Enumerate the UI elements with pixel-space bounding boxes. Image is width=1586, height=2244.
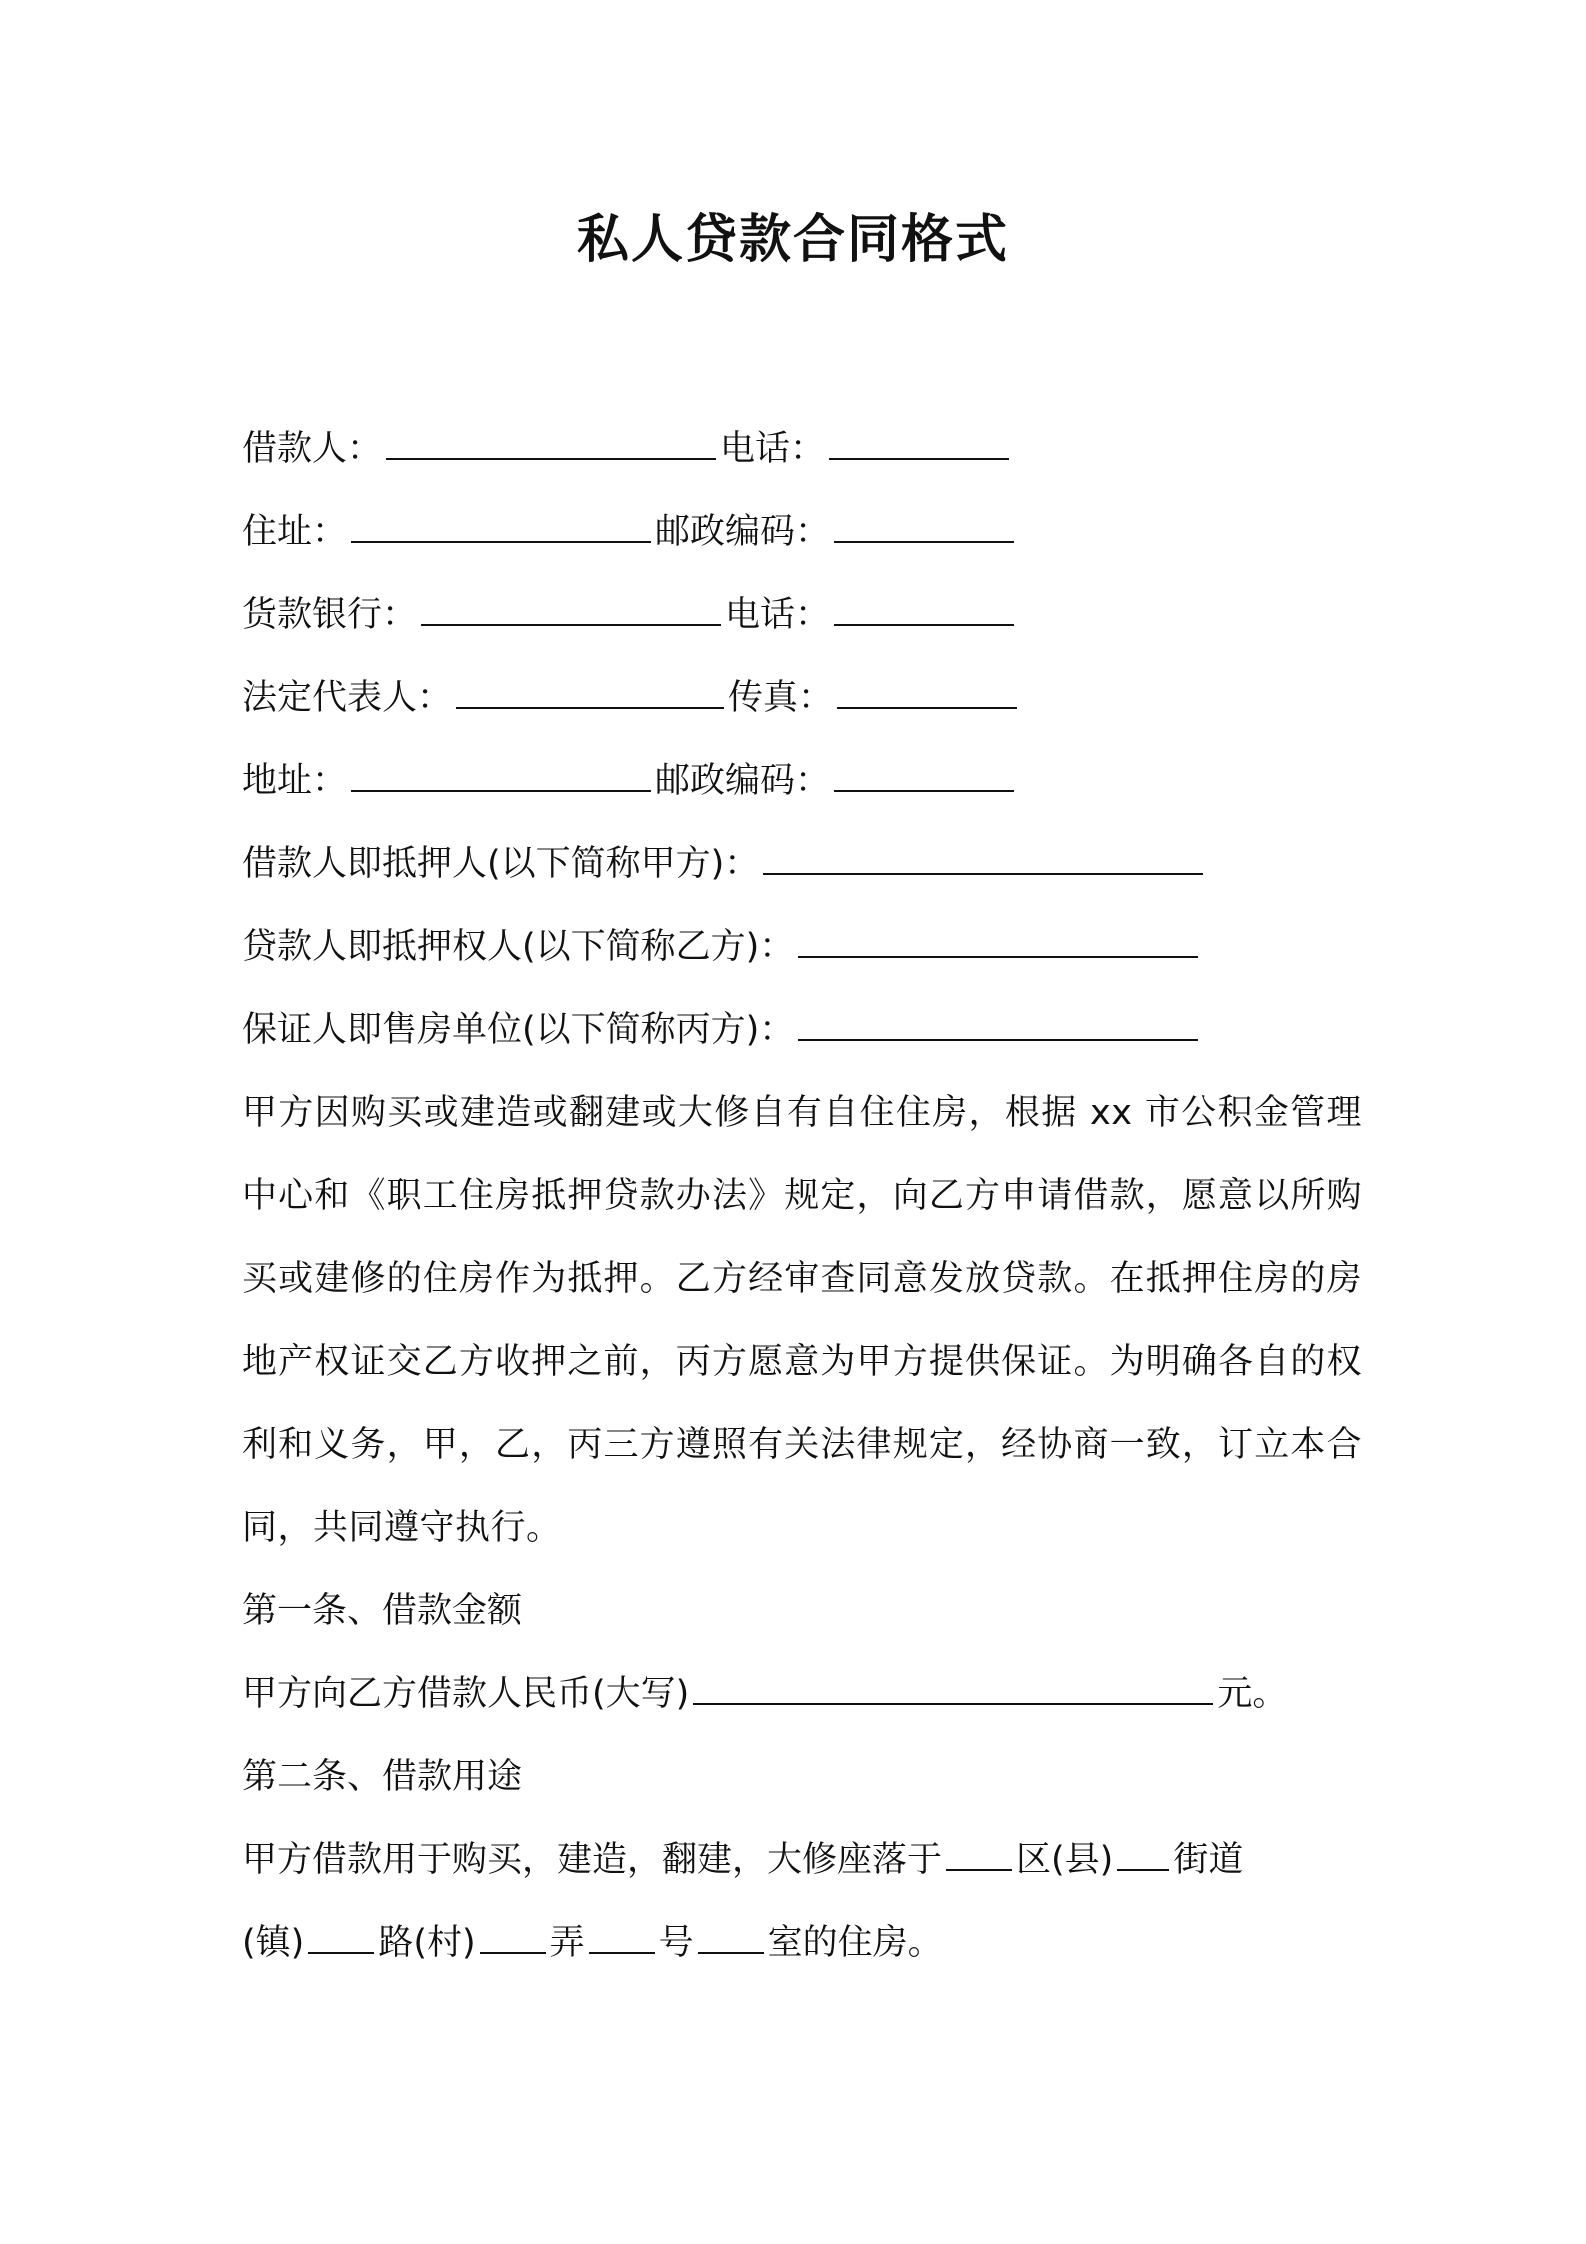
address-line <box>242 491 1362 574</box>
lender-bank-line <box>242 574 1362 657</box>
bank-address-label: 地址： <box>242 761 348 801</box>
loan-amount-blank[interactable] <box>693 1673 1213 1705</box>
postcode-blank[interactable] <box>834 511 1014 543</box>
article-1-heading: 第一条、借款金额 <box>242 1591 523 1631</box>
lane-blank[interactable] <box>480 1922 546 1954</box>
bank-phone-blank[interactable] <box>834 594 1014 626</box>
article-2-line-2 <box>242 1902 1362 1985</box>
article-2-heading: 第二条、借款用途 <box>242 1757 523 1797</box>
borrower-blank[interactable] <box>386 428 716 460</box>
document-title: 私人贷款合同格式 <box>576 210 1009 270</box>
party-a-blank[interactable] <box>763 843 1203 875</box>
party-c-line <box>242 989 1362 1072</box>
borrower-label: 借款人： <box>242 429 383 469</box>
borrower-line <box>242 408 1362 491</box>
party-b-blank[interactable] <box>798 926 1198 958</box>
article-1-text <box>242 1653 1362 1736</box>
article-2-line-1 <box>242 1819 1362 1902</box>
party-a-label: 借款人即抵押人(以下简称甲方)： <box>242 844 760 884</box>
bank-address-blank[interactable] <box>351 760 651 792</box>
room-blank[interactable] <box>698 1922 764 1954</box>
article-1-prefix: 甲方向乙方借款人民币(大写) <box>242 1674 690 1714</box>
fax-blank[interactable] <box>837 677 1017 709</box>
street-blank[interactable] <box>1117 1839 1169 1871</box>
legal-rep-blank[interactable] <box>456 677 724 709</box>
road-label: 路(村) <box>378 1923 476 1963</box>
article-2-prefix: 甲方借款用于购买，建造，翻建，大修座落于 <box>242 1840 943 1880</box>
district-label: 区(县) <box>1016 1840 1114 1880</box>
bank-postcode-label: 邮政编码： <box>655 761 831 801</box>
party-c-blank[interactable] <box>798 1009 1198 1041</box>
bank-phone-label: 电话： <box>725 595 831 635</box>
address-label: 住址： <box>242 512 348 552</box>
street-label: 街道 <box>1173 1840 1244 1880</box>
district-blank[interactable] <box>946 1839 1012 1871</box>
town-label: (镇) <box>242 1923 305 1963</box>
party-a-line <box>242 823 1362 906</box>
lender-bank-blank[interactable] <box>421 594 721 626</box>
road-blank[interactable] <box>308 1922 374 1954</box>
lender-bank-label: 货款银行： <box>242 595 418 635</box>
address-blank[interactable] <box>351 511 651 543</box>
number-label: 号 <box>658 1923 694 1963</box>
phone-blank[interactable] <box>829 428 1009 460</box>
party-c-label: 保证人即售房单位(以下简称丙方)： <box>242 1010 795 1050</box>
room-suffix: 室的住房。 <box>767 1923 943 1963</box>
phone-label: 电话： <box>720 429 826 469</box>
fax-label: 传真： <box>728 678 834 718</box>
document-body <box>242 408 1362 1985</box>
bank-postcode-blank[interactable] <box>834 760 1014 792</box>
party-b-label: 贷款人即抵押权人(以下简称乙方)： <box>242 927 795 967</box>
postcode-label: 邮政编码： <box>655 512 831 552</box>
legal-rep-line <box>242 657 1362 740</box>
bank-address-line <box>242 740 1362 823</box>
lane-label: 弄 <box>549 1923 585 1963</box>
party-b-line <box>242 906 1362 989</box>
legal-rep-label: 法定代表人： <box>242 678 453 718</box>
preamble-paragraph: 甲方因购买或建造或翻建或大修自有自住住房，根据 xx 市公积金管理中心和《职工住房抵押贷款办法》规定，向乙方申请借款，愿意以所购买或建修的住房作为抵押。乙方经审查同意发放贷款。在抵押住房的房地产权证交乙方收押之前，丙方愿意为甲方提供保证。为明确各自的权利和义务，甲，乙，丙三方遵照有关法律规定，经协商一致，订立本合同，共同遵守执行。 <box>242 1093 1362 1548</box>
number-blank[interactable] <box>589 1922 655 1954</box>
article-1-suffix: 元。 <box>1217 1674 1288 1714</box>
